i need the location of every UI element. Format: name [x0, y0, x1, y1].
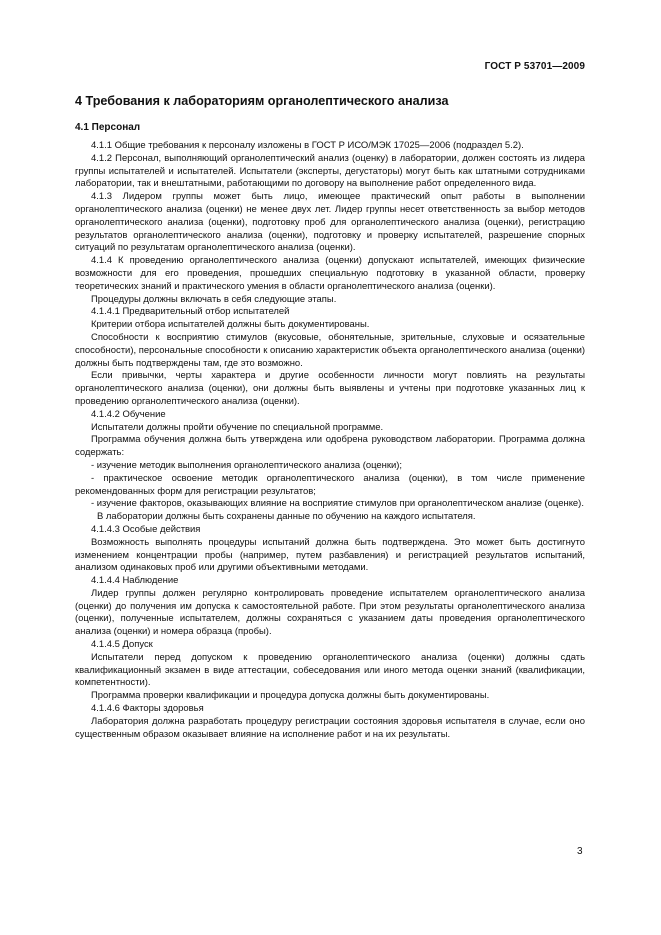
paragraph: 4.1.4 К проведению органолептического анализа (оценки) допускают испытателей, имеющих физические возможности для его проведения, прошедших специальную подготовку в указанной области, проверку теоретических знаний и практического умения в области органолептического анализа (оценки).: [75, 255, 585, 292]
paragraph: 4.1.2 Персонал, выполняющий органолептический анализ (оценку) в лаборатории, должен состоять из лидера группы испытателей и испытателей. Испытатели (эксперты, дегустаторы) могут быть как штатными сотрудниками лаборатории, так и внештатными, работающими по договору на выполнение работ определенного вида.: [75, 152, 585, 190]
paragraph: Испытатели должны пройти обучение по специальной программе.: [91, 421, 384, 433]
body-text: [75, 140, 585, 741]
document-code: ГОСТ Р 53701—2009: [484, 61, 585, 72]
paragraph: Возможность выполнять процедуры испытаний должна быть подтверждена. Это может быть достигнуто изменением концентрации пробы (например, путем разбавления) и регистрацией результатов испытаний, анализом одинаковых проб или другими объективными методами.: [75, 536, 585, 574]
paragraph: 4.1.4.5 Допуск: [91, 639, 153, 651]
paragraph: 4.1.4.2 Обучение: [91, 408, 166, 420]
paragraph: 4.1.4.6 Факторы здоровья: [91, 703, 204, 715]
paragraph: 4.1.4.1 Предварительный отбор испытателей: [91, 306, 290, 318]
paragraph: Способности к восприятию стимулов (вкусовые, обонятельные, зрительные, слуховые и осязательные способности), персональные способности к описанию характеристик объекта органолептического анализа (оценки) должны быть подтверждены там, где это возможно.: [75, 331, 585, 369]
paragraph: Испытатели перед допуском к проведению органолептического анализа (оценки) должны сдать квалификационный экзамен в виде аттестации, собеседования или иного метода оценки знаний (квалификации, компетентности).: [75, 651, 585, 689]
paragraph: 4.1.3 Лидером группы может быть лицо, имеющее практический опыт работы в выполнении органолептического анализа (оценки) не менее двух лет. Лидер группы несет ответственность за выбор методов органолептического анализа (оценки), подготовку проб для органолептического анализа (оценки), регистрацию результатов органолептического анализа (оценки), подготовку и проверку испытателей, разрешение спорных ситуаций по результатам органолептического анализа (оценки).: [75, 191, 585, 254]
list-item: - изучение методик выполнения органолептического анализа (оценки);: [91, 459, 403, 471]
paragraph: В лаборатории должны быть сохранены данные по обучению на каждого испытателя.: [97, 511, 476, 523]
paragraph: Процедуры должны включать в себя следующие этапы.: [91, 293, 337, 305]
subsection-title: 4.1 Персонал: [75, 122, 141, 133]
paragraph: Лаборатория должна разработать процедуру регистрации состояния здоровья испытателя в случае, если оно существенным образом оказывает влияние на исполнение работ и на их результаты.: [75, 715, 585, 740]
paragraph: 4.1.1 Общие требования к персоналу изложены в ГОСТ Р ИСО/МЭК 17025—2006 (подраздел 5.2).: [91, 140, 524, 151]
paragraph: 4.1.4.3 Особые действия: [91, 523, 201, 535]
paragraph: Программа проверки квалификации и процедура допуска должны быть документированы.: [91, 690, 490, 702]
section-title: 4 Требования к лабораториям органолептического анализа: [75, 94, 449, 108]
list-item: - практическое освоение методик органолептического анализа (оценки), в том числе применение рекомендованных форм для регистрации результатов;: [75, 472, 585, 497]
paragraph: Критерии отбора испытателей должны быть документированы.: [91, 319, 370, 331]
paragraph: Программа обучения должна быть утверждена или одобрена руководством лаборатории. Программа должна содержать:: [75, 434, 585, 459]
page-number: 3: [577, 846, 583, 857]
list-item: - изучение факторов, оказывающих влияние на восприятие стимулов при органолептическом анализе (оценке).: [91, 498, 584, 510]
paragraph: Лидер группы должен регулярно контролировать проведение испытателем органолептического анализа (оценки) до получения им допуска к самостоятельной работе. При этом результаты органолептического анализа (оценки), полученные испытателем, должны сохраняться с указанием даты проведения органолептического анализа (оценки) и номера образца (пробы).: [75, 587, 585, 638]
paragraph: 4.1.4.4 Наблюдение: [91, 575, 179, 587]
paragraph: Если привычки, черты характера и другие особенности личности могут повлиять на результаты органолептического анализа (оценки), они должны быть выявлены и учтены при подготовке указанных лиц к проведению органолептического анализа (оценки).: [75, 370, 585, 407]
